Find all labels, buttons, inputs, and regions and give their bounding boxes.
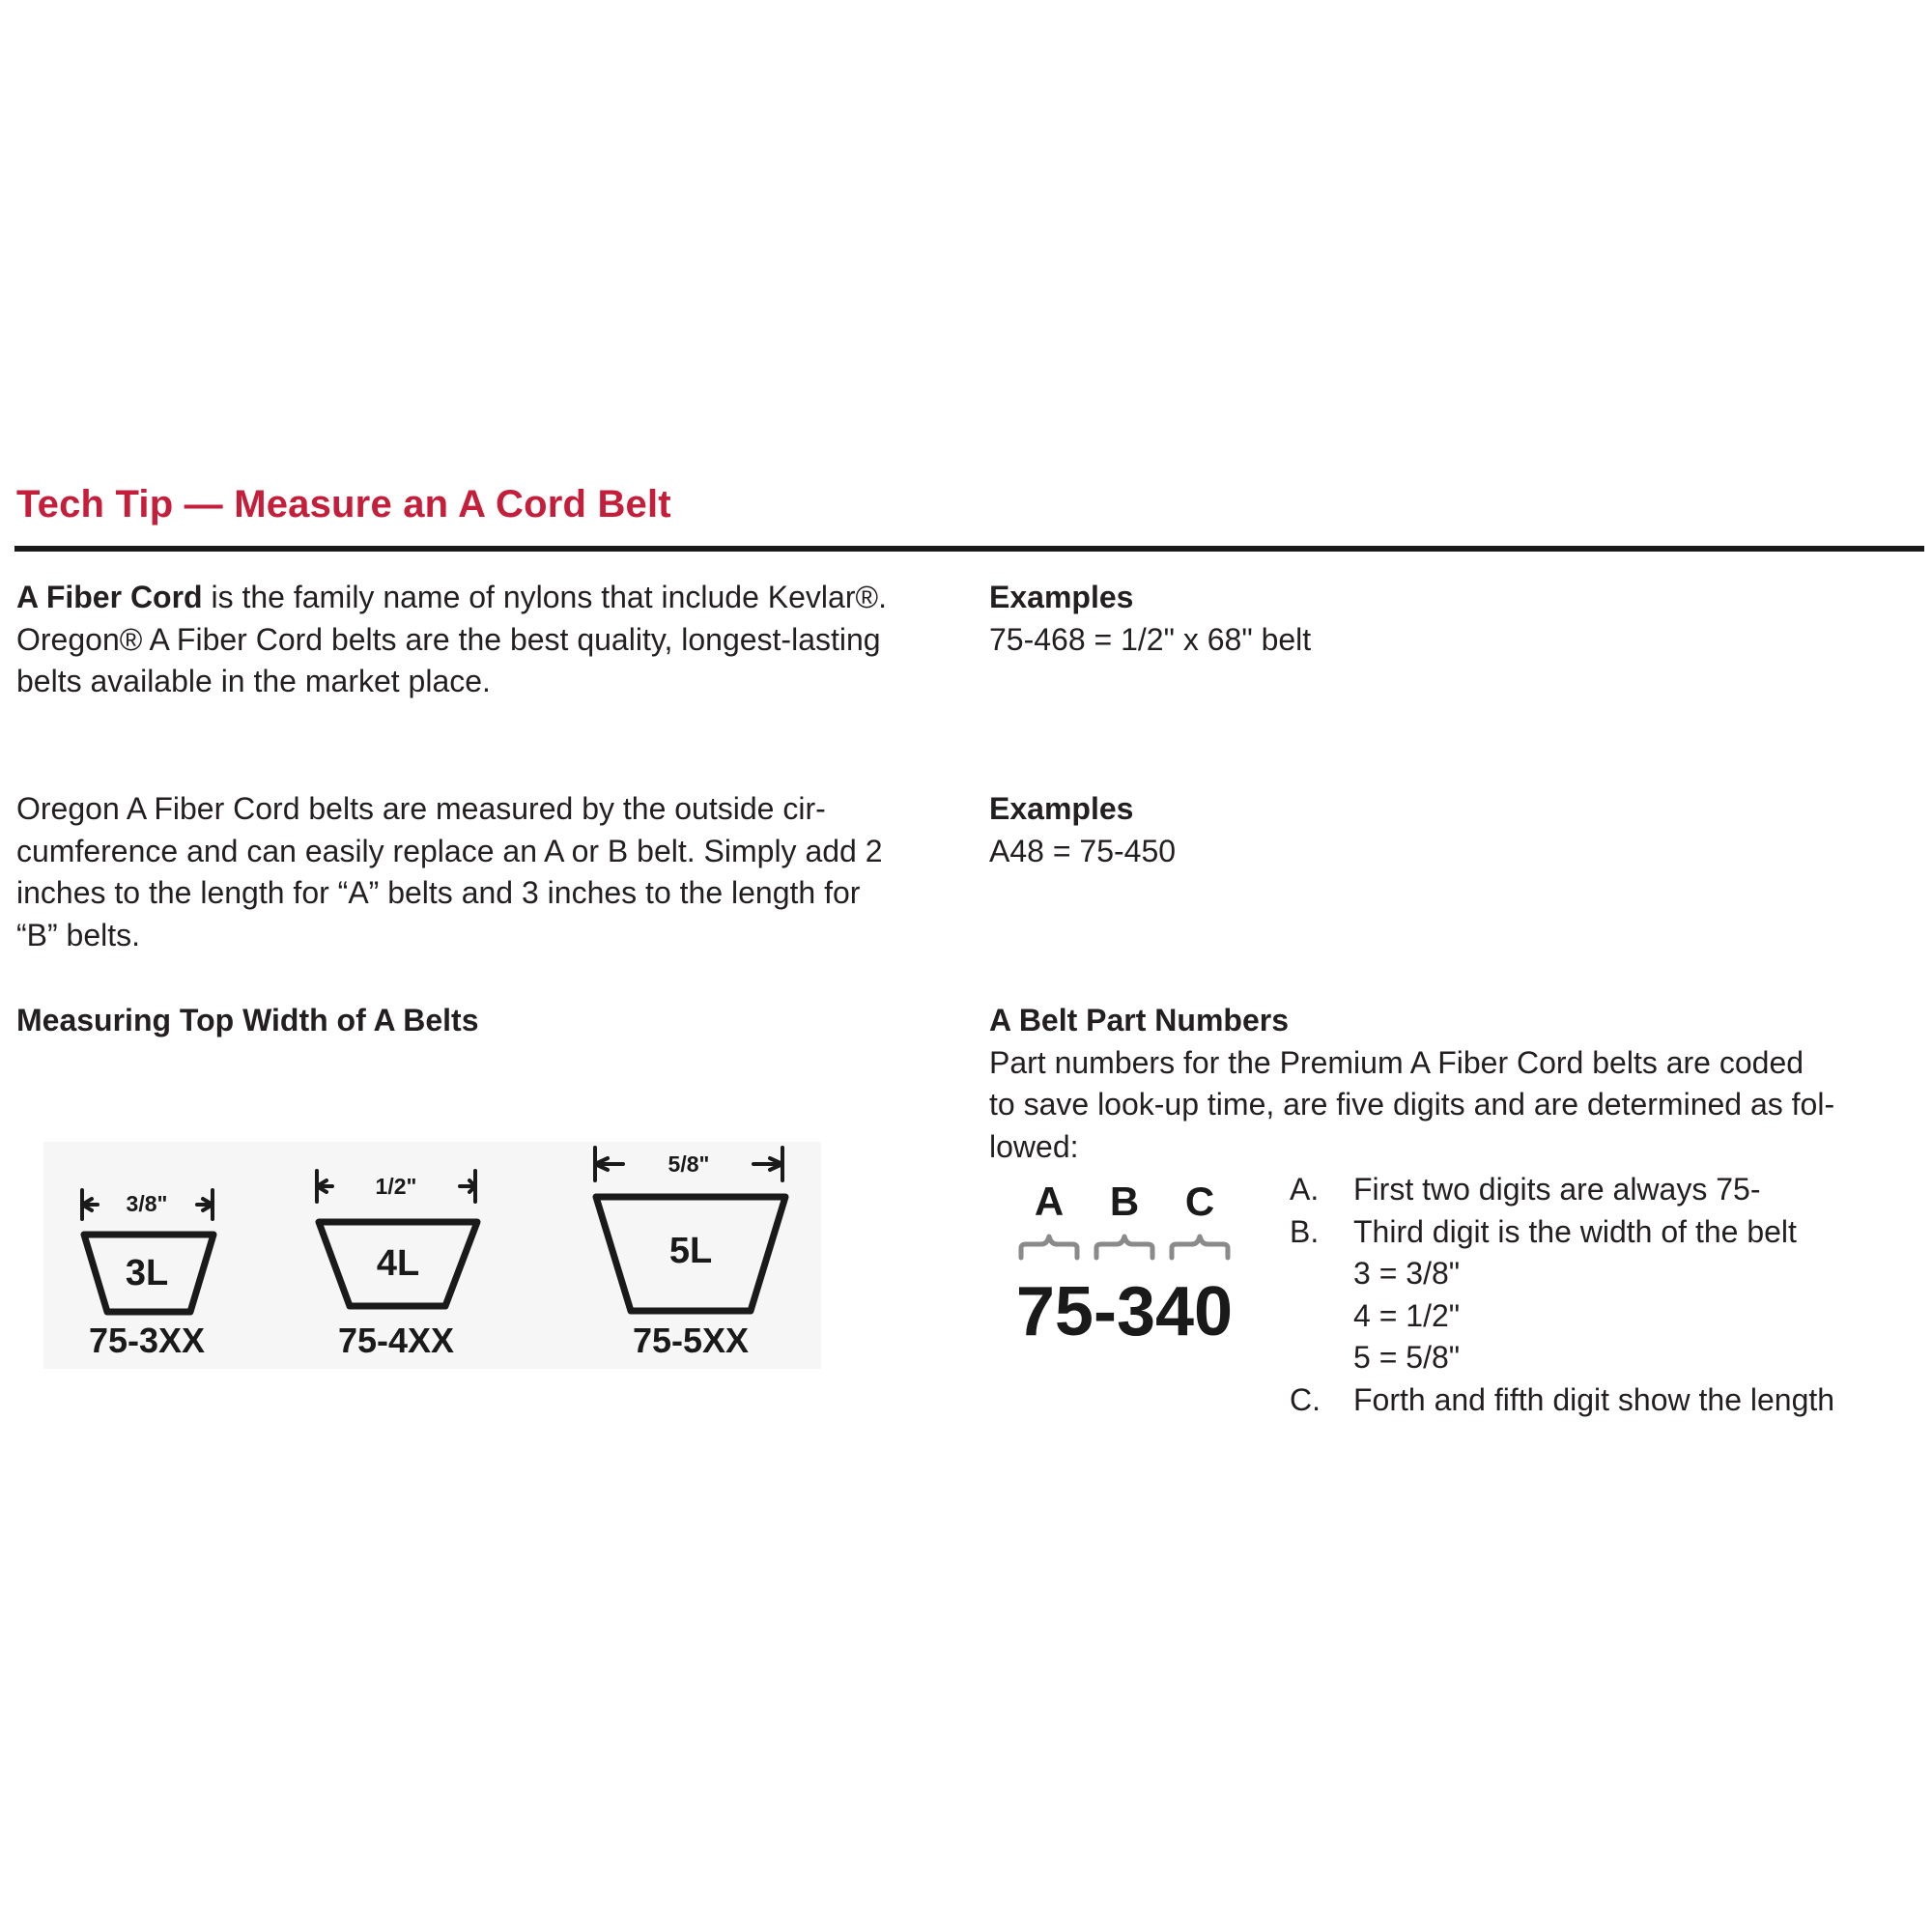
list-item bbox=[1290, 1169, 1834, 1211]
page-title: Tech Tip — Measure an A Cord Belt bbox=[16, 483, 671, 526]
measure-paragraph bbox=[16, 788, 883, 956]
belt-part-label: 75-4XX bbox=[337, 1321, 455, 1360]
width-code: 5 = 5/8" bbox=[1353, 1340, 1461, 1376]
part-code-graphic bbox=[1005, 1169, 1246, 1352]
measure-line: cumference and can easily replace an A or B belt. Simply add 2 bbox=[16, 833, 883, 868]
belt-section-label: 3L bbox=[125, 1253, 169, 1293]
dimension-arrow-icon bbox=[317, 1171, 332, 1202]
part-code-svg bbox=[1005, 1169, 1246, 1352]
belt-section-label: 4L bbox=[376, 1243, 420, 1284]
belt-part-label: 75-3XX bbox=[88, 1321, 206, 1360]
measure-line: Oregon A Fiber Cord belts are measured by the outside cir- bbox=[16, 791, 826, 826]
measure-line: “B” belts. bbox=[16, 917, 141, 952]
intro-bold-lead: A Fiber Cord bbox=[16, 580, 203, 614]
list-item bbox=[1290, 1211, 1834, 1254]
list-text: Forth and fifth digit show the length bbox=[1353, 1381, 1835, 1417]
examples-heading: Examples bbox=[989, 580, 1134, 614]
belt-diagram-svg bbox=[43, 1142, 821, 1369]
dimension-arrow-icon bbox=[460, 1171, 475, 1202]
examples-block-2 bbox=[989, 788, 1176, 872]
examples-block-1 bbox=[989, 577, 1311, 661]
belt-section-label: 5L bbox=[668, 1231, 713, 1271]
belt-width-label: 5/8" bbox=[668, 1151, 710, 1177]
code-letter-b: B bbox=[1109, 1179, 1140, 1224]
dimension-arrow-icon bbox=[197, 1190, 213, 1219]
belt-diagram bbox=[43, 1142, 821, 1369]
brace-icon bbox=[1096, 1236, 1152, 1258]
examples-line: 75-468 = 1/2" x 68" belt bbox=[989, 621, 1312, 657]
list-marker: B. bbox=[1290, 1213, 1320, 1249]
part-numbers-line: Part numbers for the Premium A Fiber Cord belts are coded bbox=[989, 1044, 1804, 1080]
list-marker: A. bbox=[1290, 1172, 1320, 1207]
measure-line: inches to the length for “A” belts and 3 inches to the length for bbox=[16, 875, 861, 910]
examples-heading: Examples bbox=[989, 791, 1134, 826]
part-numbers-line: lowed: bbox=[989, 1128, 1079, 1164]
dimension-arrow-icon bbox=[595, 1148, 623, 1180]
belt-part-label: 75-5XX bbox=[632, 1321, 750, 1360]
code-letter-a: A bbox=[1034, 1179, 1065, 1224]
examples-line: A48 = 75-450 bbox=[989, 833, 1177, 868]
intro-line-2: Oregon® A Fiber Cord belts are the best quality, longest-lasting bbox=[16, 621, 881, 657]
code-example: 75-340 bbox=[1015, 1273, 1234, 1350]
list-text: Third digit is the width of the belt bbox=[1353, 1213, 1797, 1249]
brace-icon bbox=[1021, 1236, 1077, 1258]
title-divider bbox=[14, 546, 1924, 552]
list-item bbox=[1290, 1379, 1834, 1422]
dimension-arrow-icon bbox=[753, 1148, 782, 1180]
intro-paragraph bbox=[16, 577, 887, 703]
list-text: First two digits are always 75- bbox=[1353, 1172, 1761, 1207]
part-numbers-line: to save look-up time, are five digits and are determined as fol- bbox=[989, 1087, 1835, 1122]
belt-width-label: 3/8" bbox=[126, 1191, 168, 1216]
belt-width-label: 1/2" bbox=[375, 1174, 417, 1199]
intro-line-1 bbox=[16, 577, 887, 619]
part-code-list bbox=[1290, 1169, 1834, 1422]
brace-icon bbox=[1172, 1236, 1228, 1258]
width-code: 3 = 3/8" bbox=[1353, 1256, 1461, 1292]
dimension-arrow-icon bbox=[82, 1190, 98, 1219]
top-width-heading: Measuring Top Width of A Belts bbox=[16, 1003, 479, 1037]
part-numbers-block bbox=[989, 1000, 1834, 1168]
intro-line-3: belts available in the market place. bbox=[16, 664, 491, 698]
width-code: 4 = 1/2" bbox=[1353, 1297, 1461, 1333]
code-letter-c: C bbox=[1184, 1179, 1215, 1224]
intro-line-1-rest: is the family name of nylons that include Kevlar®. bbox=[202, 580, 887, 614]
part-numbers-heading: A Belt Part Numbers bbox=[989, 1003, 1289, 1037]
list-marker: C. bbox=[1290, 1381, 1321, 1417]
